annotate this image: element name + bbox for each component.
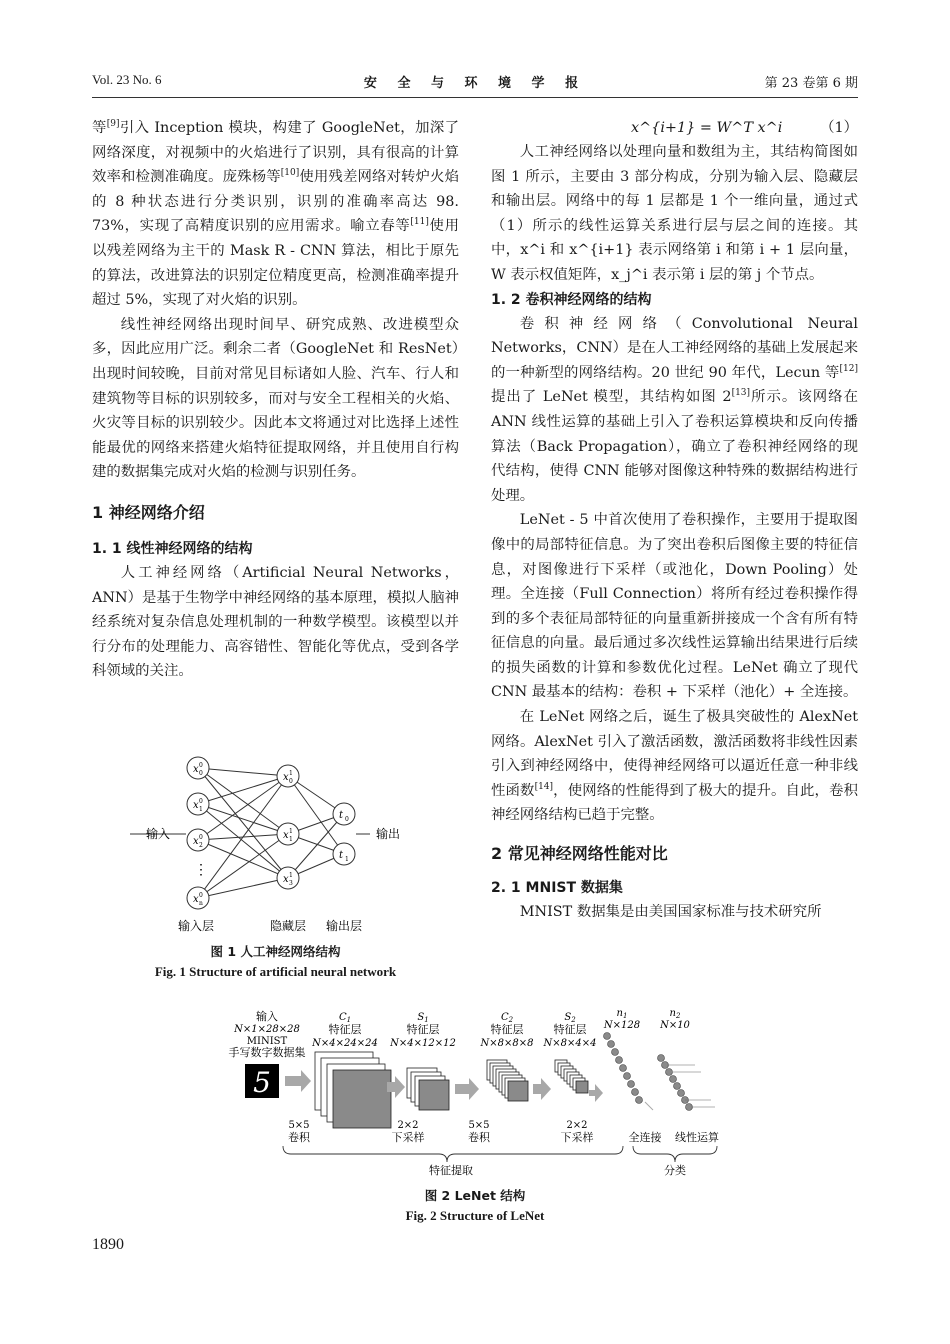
input-node-subscript: 0	[199, 770, 203, 777]
paragraph-6: LeNet - 5 中首次使用了卷积操作，主要用于提取图像中的局部特征信息。为了突出卷积后图像主要的特征信息，对图像进行下采样（或池化，Down Pooling）处理。全连接（Full Connection）将所有经过卷积操作得到的多个表征局部特征的向量重新拼接成一个含有所有特征信息的向量。最后通过多次线性运算输出结果进行后续的损失函数的计算和参数优化过程。LeNet 确立了现代 CNN 最基本的结构：卷积 + 下采样（池化）+ 全连接。	[491, 512, 858, 701]
n2-neurons	[658, 1055, 693, 1111]
n2-dim: N×10	[660, 1020, 690, 1031]
output-node-label: t	[339, 850, 344, 861]
n1-dim: N×128	[603, 1020, 641, 1031]
hidden-node-subscript: 1	[289, 836, 293, 843]
input-dim: N×1×28×28	[234, 1024, 300, 1035]
s2-type: 特征层	[553, 1023, 587, 1036]
brace-feature-extraction	[283, 1146, 623, 1162]
issue-label: 第 23 卷第 6 期	[764, 76, 858, 91]
layer-hidden-label: 隐藏层	[270, 919, 307, 933]
n1-neurons	[604, 1033, 643, 1104]
c2-type: 特征层	[490, 1023, 524, 1036]
network-edge	[198, 768, 288, 776]
output-node-label: t	[339, 810, 344, 821]
input-node-superscript: 0	[199, 892, 203, 899]
page-number: 1890	[92, 1236, 124, 1253]
equation-expression: x^{i+1} = W^T x^i	[631, 120, 783, 136]
c1-type: 特征层	[328, 1023, 362, 1036]
paragraph-4: 人工神经网络以处理向量和数组为主，其结构简图如图 1 所示，主要由 3 部分构成，分别为输入层、隐藏层和输出层。网络中的每 1 层都是 1 个一维向量，通过式（1）所示的线性运算关系进行层与层之间的连接。其中，x^i 和 x^{i+1} 表示网络第 i 和第 i + 1 层向量，W 表示权值矩阵，x_j^i 表示第 i 层的第 j 个节点。	[491, 144, 858, 283]
input-node-superscript: 0	[199, 798, 203, 805]
network-edge	[198, 804, 288, 878]
header-rule	[92, 97, 858, 98]
op6-label: 线性运算	[675, 1131, 719, 1144]
op3-label: 卷积	[468, 1131, 490, 1144]
output-node	[333, 803, 355, 825]
op4-kernel: 2×2	[566, 1120, 588, 1131]
brace-classification	[633, 1146, 717, 1162]
network-edge	[198, 768, 288, 834]
brace2-label: 分类	[664, 1164, 686, 1177]
citation[interactable]: [13]	[731, 388, 751, 399]
figure-1-caption-en: Fig. 1 Structure of artificial neural network	[154, 964, 397, 979]
s2-feature-maps	[555, 1060, 588, 1093]
paragraph-3: 人工神经网络（Artificial Neural Networks，ANN）是基于生物学中神经网络的基本原理，模拟人脑神经系统对复杂信息处理机制的一种数学模型。该模型以并行分布的处理能力、高容错性、智能化等优点，受到各学科领域的关注。	[92, 564, 459, 680]
right-column	[491, 116, 858, 925]
journal-title: 安 全 与 环 境 学 报	[363, 76, 587, 91]
input-label: 输入	[146, 827, 171, 841]
s2-name: $S_2$	[564, 1012, 576, 1024]
section-heading-1-1: 1. 1 线性神经网络的结构	[92, 540, 253, 557]
input-node-superscript: 0	[199, 834, 203, 841]
op1-label: 卷积	[288, 1131, 310, 1144]
hidden-node-subscript: 3	[289, 880, 293, 887]
hidden-node-superscript: 1	[289, 828, 293, 835]
s1-type: 特征层	[406, 1023, 440, 1036]
arrow-pool2	[533, 1078, 551, 1100]
citation[interactable]: [14]	[534, 781, 554, 792]
c1-dim: N×4×24×24	[312, 1038, 378, 1049]
input-desc: 手写数字数据集	[228, 1046, 306, 1059]
left-column	[92, 116, 459, 684]
arrow-conv1	[285, 1070, 311, 1092]
equation-number: （1）	[820, 120, 858, 136]
input-node-label: x	[193, 800, 199, 811]
output-label: 输出	[376, 827, 401, 841]
paragraph-5: 卷积神经网络（Convolutional Neural Networks，CNN）是在人工神经网络的基础上发展起来的一种新型的网络结构。20 世纪 90 年代，Lecun 等[12]提出了 LeNet 模型，其结构如图 2[13]所示。该网络在 ANN 线性运算的基础上引入了卷积运算模块和反向传播算法（Back Propagation），确立了卷积神经网络的现代结构，使得 CNN 能够对图像这种特殊的数据结构进行处理。	[491, 315, 858, 504]
network-edge	[198, 776, 288, 898]
output-node-subscript: 1	[345, 856, 349, 863]
section-heading-2-1: 2. 1 MNIST 数据集	[491, 880, 623, 897]
arrow-conv2	[455, 1078, 479, 1100]
input-dataset: MINIST	[246, 1036, 288, 1047]
section-heading-2: 2 常见神经网络性能对比	[491, 844, 668, 864]
op2-kernel: 2×2	[397, 1120, 419, 1131]
layer-input-label: 输入层	[178, 919, 215, 933]
output-node	[333, 843, 355, 865]
s1-dim: N×4×12×12	[390, 1038, 456, 1049]
network-edge	[198, 768, 288, 878]
s1-name: $S_1$	[417, 1012, 429, 1024]
hidden-node-label: x	[283, 772, 289, 783]
s2-dim: N×8×4×4	[543, 1038, 597, 1049]
op2-label: 下采样	[391, 1131, 425, 1144]
op3-kernel: 5×5	[468, 1120, 490, 1131]
input-title: 输入	[256, 1010, 278, 1023]
hidden-node-label: x	[283, 874, 289, 885]
output-node-subscript: 0	[345, 816, 349, 823]
citation[interactable]: [9]	[106, 119, 120, 129]
op4-label: 下采样	[560, 1131, 594, 1144]
network-edge	[198, 840, 288, 878]
c2-name: $C_2$	[500, 1012, 514, 1024]
figure-2-caption-en: Fig. 2 Structure of LeNet	[405, 1208, 545, 1223]
input-node-label: x	[193, 836, 199, 847]
paragraph-7: 在 LeNet 网络之后，诞生了极具突破性的 AlexNet 网络。AlexNet 引入了激活函数，激活函数将非线性因素引入到神经网络中，使得神经网络可以逼近任意一种非线性函数[14]，使网络的性能得到了极大的提升。自此，卷积神经网络结构已趋于完整。	[491, 709, 858, 824]
op1-kernel: 5×5	[288, 1120, 310, 1131]
c1-name: $C_1$	[338, 1012, 352, 1024]
hidden-node-label: x	[283, 830, 289, 841]
hidden-node-subscript: 0	[289, 778, 293, 785]
figure-1-caption-cn: 图 1 人工神经网络结构	[210, 944, 341, 959]
c2-feature-maps	[487, 1060, 528, 1101]
op5-label: 全连接	[628, 1131, 662, 1144]
arrow-fc	[589, 1084, 603, 1102]
n1-name: $n_1$	[616, 1008, 628, 1020]
hidden-node-superscript: 1	[289, 770, 293, 777]
n2-name: $n_2$	[669, 1008, 681, 1020]
citation[interactable]: [12]	[839, 363, 858, 374]
citation[interactable]: [10]	[280, 168, 300, 179]
input-node-subscript: n	[199, 900, 203, 907]
mnist-digit: 5	[253, 1066, 271, 1099]
input-node-label: x	[193, 764, 199, 775]
equation-1	[491, 116, 858, 140]
paragraph-2: 线性神经网络出现时间早、研究成熟、改进模型众多，因此应用广泛。剩余二者（GoogleNet 和 ResNet）出现时间较晚，目前对常见目标诸如人脸、汽车、行人和建筑物等目标的识别较多，而对与安全工程相关的火焰、火灾等目标的识别较少。因此本文将通过对比选择上述性能最优的网络来搭建火焰特征提取网络，并且使用自行构建的数据集完成对火焰的检测与识别任务。	[92, 316, 459, 481]
section-heading-1: 1 神经网络介绍	[92, 502, 205, 522]
brace1-label: 特征提取	[429, 1164, 473, 1177]
input-node-label: x	[193, 894, 199, 905]
input-node-subscript: 1	[199, 806, 203, 813]
network-edge	[198, 776, 288, 804]
input-node-superscript: 0	[199, 762, 203, 769]
figure-2-caption-cn: 图 2 LeNet 结构	[424, 1188, 526, 1203]
citation[interactable]: [11]	[410, 217, 429, 228]
hidden-node-superscript: 1	[289, 872, 293, 879]
input-node-subscript: 2	[199, 842, 203, 849]
n1-n2-connector	[645, 1102, 653, 1110]
section-heading-1-2: 1. 2 卷积神经网络的结构	[491, 291, 652, 308]
paragraph-8: MNIST 数据集是由美国国家标准与技术研究所	[519, 904, 822, 921]
s1-feature-maps	[407, 1068, 449, 1110]
paragraph-1: 等[9]引入 Inception 模块，构建了 GoogleNet，加深了网络深度，对视频中的火焰进行了识别，具有很高的计算效率和检测准确度。庞殊杨等[10]使用残差网络对转炉火焰的 8 种状态进行分类识别，识别的准确率高达 98. 73%，实现了高精度识别的应用需求。喻立春等[11]使用以残差网络为主干的 Mask R - CNN 算法，相比于原先的算法，改进算法的识别定位精度更高，检测准确率提升超过 5%，实现了对火焰的识别。	[92, 119, 459, 309]
volume-label: Vol. 23 No. 6	[92, 72, 162, 87]
c2-dim: N×8×8×8	[480, 1038, 534, 1049]
figure-1-ann-diagram	[130, 748, 430, 938]
layer-output-label: 输出层	[326, 919, 363, 933]
figure-2-lenet-diagram	[215, 1006, 745, 1178]
dots: ⋮	[194, 862, 208, 878]
running-header	[92, 72, 858, 94]
c1-feature-maps	[315, 1052, 391, 1128]
